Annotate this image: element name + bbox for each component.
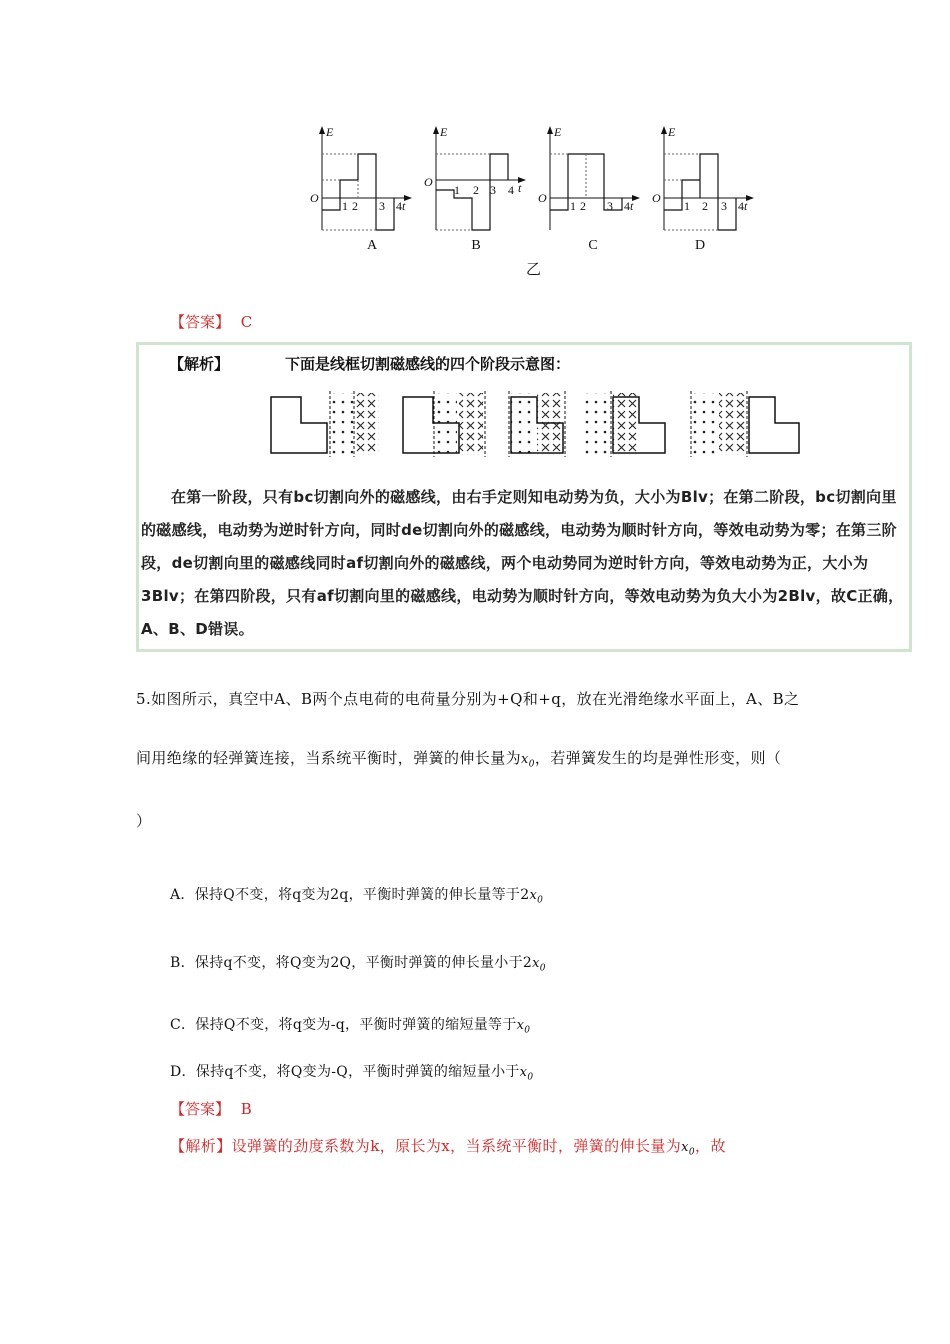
graph-label-b: B (471, 238, 481, 253)
svg-text:4: 4 (738, 199, 744, 213)
svg-text:t: t (744, 199, 748, 213)
x0-symbol: $x_0$ (521, 752, 535, 770)
svg-text:2: 2 (352, 199, 358, 213)
svg-text:3: 3 (490, 183, 496, 197)
graph-c (538, 125, 640, 230)
svg-text:4: 4 (624, 199, 630, 213)
svg-text:4: 4 (396, 199, 402, 213)
svg-text:E: E (668, 125, 676, 139)
q5-answer: 【答案】 B (170, 1100, 252, 1118)
svg-text:1: 1 (570, 199, 576, 213)
analysis-text: 在第一阶段，只有bc切割向外的磁感线，由右手定则知电动势为负，大小为Blv；在第二阶段，bc切割向里的磁感线，电动势为逆时针方向，同时de切割向外的磁感线，电动势为顺时针方向，等效电动势为零；在第三阶段，de切割向里的磁感线同时af切割向外的磁感线，两个电动势同为逆时针方向，等效电动势为正，大小为3Blv；在第四阶段，只有af切割向里的磁感线，电动势为顺时针方向，等效电动势为负大小为2Blv，故C正确，A、B、D错误。 (141, 488, 904, 638)
q4-answer (170, 311, 252, 332)
graph-label-d: D (694, 238, 706, 253)
analysis-text: 设弹簧的劲度系数为k，原长为x，当系统平衡时，弹簧的伸长量为 (231, 1137, 682, 1155)
q5-line-1: 5.如图所示，真空中A、B两个点电荷的电荷量分别为+Q和+q，放在光滑绝缘水平面上，A、B之 (136, 690, 800, 708)
origin-label: O (310, 191, 319, 205)
svg-text:2: 2 (702, 199, 708, 213)
option-d: D．保持q不变，将Q变为-Q，平衡时弹簧的缩短量小于$x_0$ (170, 1064, 534, 1083)
svg-text:1: 1 (454, 183, 460, 197)
graph-d (652, 125, 754, 230)
graph-a (310, 125, 412, 230)
analysis-label: 【解析】 (169, 355, 230, 373)
analysis-intro: 下面是线框切割磁感线的四个阶段示意图： (285, 355, 571, 373)
svg-text:3: 3 (607, 199, 613, 213)
svg-text:O: O (538, 191, 547, 205)
svg-text:3: 3 (379, 199, 385, 213)
svg-text:2: 2 (473, 183, 479, 197)
option-b: B．保持q不变，将Q变为2Q，平衡时弹簧的伸长量小于$2x_0$ (170, 955, 546, 974)
axis-e-label: E (326, 125, 334, 139)
q4-analysis-box (136, 342, 912, 652)
q5-line-2: 间用绝缘的轻弹簧连接，当系统平衡时，弹簧的伸长量为$x_0$，若弹簧发生的均是弹性形变，则（ (136, 749, 782, 770)
option-a: A．保持Q不变，将q变为2q，平衡时弹簧的伸长量等于$2x_0$ (170, 887, 544, 906)
svg-text:2: 2 (580, 199, 586, 213)
q5-line-3: ） (136, 812, 152, 830)
wire-frame-stages-diagram (267, 387, 807, 469)
et-graphs-figure (290, 118, 770, 278)
svg-text:3: 3 (721, 199, 727, 213)
svg-text:1: 1 (342, 199, 348, 213)
graph-label-c: C (588, 238, 598, 253)
answer-label: 【答案】 (170, 313, 231, 331)
figure-caption: 乙 (526, 260, 542, 278)
axis-t-label: t (402, 199, 406, 213)
option-c: C．保持Q不变，将q变为-q，平衡时弹簧的缩短量等于$x_0$ (170, 1017, 531, 1036)
svg-text:E: E (440, 125, 448, 139)
svg-text:E: E (554, 125, 562, 139)
graph-b (424, 125, 526, 230)
answer-value: C (240, 313, 253, 331)
analysis-label: 【解析】 (170, 1137, 232, 1155)
svg-text:1: 1 (684, 199, 690, 213)
graph-label-a: A (366, 238, 378, 253)
q5-analysis: 【解析】设弹簧的劲度系数为k，原长为x，当系统平衡时，弹簧的伸长量为$x_0$，故 (170, 1137, 726, 1158)
svg-text:O: O (424, 175, 433, 189)
svg-text:O: O (652, 191, 661, 205)
svg-text:t: t (630, 199, 634, 213)
svg-text:t: t (518, 181, 522, 195)
svg-text:4: 4 (508, 183, 514, 197)
